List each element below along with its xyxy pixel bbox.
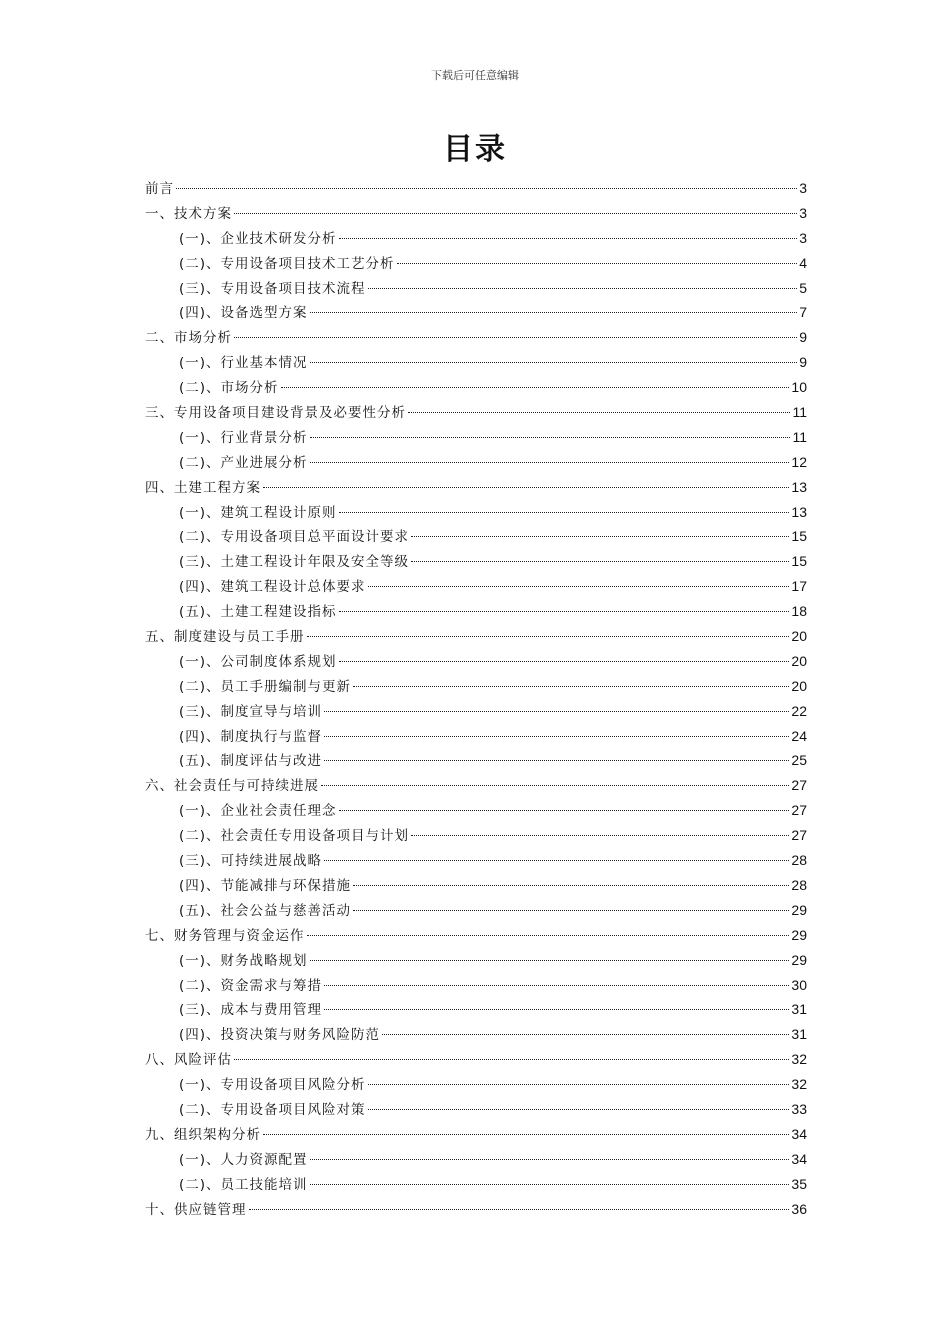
dot-leader [310, 1184, 790, 1185]
toc-entry[interactable] [145, 599, 807, 624]
toc-entry-page: 20 [791, 628, 807, 645]
dot-leader [397, 263, 798, 264]
toc-entry[interactable] [145, 524, 807, 549]
toc-entry[interactable] [145, 923, 807, 948]
dot-leader [411, 561, 789, 562]
toc-entry-page: 24 [791, 727, 807, 744]
toc-entry[interactable] [145, 226, 807, 251]
toc-entry-page: 18 [791, 603, 807, 620]
toc-entry-label: (三)、专用设备项目技术流程 [179, 280, 366, 297]
dot-leader [176, 188, 797, 189]
dot-leader [368, 586, 790, 587]
toc-entry-page: 20 [791, 677, 807, 694]
dot-leader [307, 935, 790, 936]
toc-entry-label: (一)、人力资源配置 [179, 1151, 308, 1168]
toc-entry-label: (四)、设备选型方案 [179, 305, 308, 322]
toc-entry[interactable] [145, 1172, 807, 1197]
dot-leader [368, 1109, 790, 1110]
toc-entry-page: 33 [791, 1100, 807, 1117]
toc-entry-page: 35 [791, 1175, 807, 1192]
toc-entry-page: 13 [791, 478, 807, 495]
dot-leader [324, 760, 789, 761]
toc-entry-label: (二)、专用设备项目总平面设计要求 [179, 529, 410, 546]
toc-entry-page: 27 [791, 827, 807, 844]
toc-entry[interactable] [145, 948, 807, 973]
toc-entry-page: 17 [791, 578, 807, 595]
toc-entry-page: 34 [791, 1150, 807, 1167]
toc-entry-page: 31 [791, 1026, 807, 1043]
toc-entry-page: 36 [791, 1200, 807, 1217]
toc-entry-label: (二)、员工技能培训 [179, 1176, 308, 1193]
toc-entry-page: 29 [791, 951, 807, 968]
toc-entry[interactable] [145, 873, 807, 898]
toc-entry[interactable] [145, 300, 807, 325]
toc-entry[interactable] [145, 201, 807, 226]
dot-leader [382, 1034, 789, 1035]
toc-entry-label: (二)、产业进展分析 [179, 454, 308, 471]
toc-entry-label: (一)、财务战略规划 [179, 952, 308, 969]
toc-entry-label: 八、风险评估 [145, 1052, 232, 1069]
toc-entry-page: 13 [791, 503, 807, 520]
toc-entry-label: (二)、员工手册编制与更新 [179, 678, 352, 695]
toc-entry[interactable] [145, 251, 807, 276]
toc-entry-page: 30 [791, 976, 807, 993]
dot-leader [324, 985, 789, 986]
dot-leader [307, 636, 790, 637]
toc-entry[interactable] [145, 350, 807, 375]
dot-leader [353, 910, 789, 911]
toc-entry-label: 二、市场分析 [145, 330, 232, 347]
dot-leader [281, 387, 790, 388]
toc-entry-page: 9 [799, 329, 807, 346]
toc-entry[interactable] [145, 724, 807, 749]
toc-entry-page: 28 [791, 852, 807, 869]
toc-entry[interactable] [145, 176, 807, 201]
toc-entry-label: (三)、制度宣导与培训 [179, 703, 323, 720]
toc-entry-label: (一)、行业基本情况 [179, 355, 308, 372]
toc-title: 目录 [443, 132, 507, 167]
toc-entry-label: (一)、行业背景分析 [179, 429, 308, 446]
dot-leader [339, 512, 790, 513]
toc-entry-page: 31 [791, 1001, 807, 1018]
toc-entry-page: 3 [799, 204, 807, 221]
toc-entry-label: (四)、投资决策与财务风险防范 [179, 1027, 381, 1044]
toc-entry-label: (二)、市场分析 [179, 380, 279, 397]
dot-leader [234, 337, 797, 338]
toc-entry-label: 九、组织架构分析 [145, 1126, 261, 1143]
toc-entry-label: 三、专用设备项目建设背景及必要性分析 [145, 405, 406, 422]
dot-leader [339, 661, 790, 662]
toc-entry-label: (一)、企业技术研发分析 [179, 230, 337, 247]
dot-leader [324, 1009, 789, 1010]
toc-entry-label: (五)、制度评估与改进 [179, 753, 323, 770]
dot-leader [353, 686, 789, 687]
toc-entry-page: 4 [799, 254, 807, 271]
toc-entry[interactable] [145, 898, 807, 923]
toc-entry[interactable] [145, 549, 807, 574]
toc-entry-page: 3 [799, 229, 807, 246]
toc-entry-label: (一)、公司制度体系规划 [179, 653, 337, 670]
toc-entry[interactable] [145, 276, 807, 301]
toc-entry-label: (五)、社会公益与慈善活动 [179, 902, 352, 919]
toc-entry-label: 六、社会责任与可持续进展 [145, 778, 319, 795]
toc-entry-page: 10 [791, 379, 807, 396]
toc-entry-page: 5 [799, 279, 807, 296]
dot-leader [263, 1134, 789, 1135]
dot-leader [324, 736, 789, 737]
dot-leader [324, 711, 789, 712]
toc-entry-label: (四)、建筑工程设计总体要求 [179, 579, 366, 596]
toc-entry-label: 七、财务管理与资金运作 [145, 927, 305, 944]
toc-entry[interactable] [145, 773, 807, 798]
toc-entry[interactable] [145, 1022, 807, 1047]
toc-entry[interactable] [145, 400, 807, 425]
toc-entry-page: 25 [791, 752, 807, 769]
dot-leader [339, 611, 790, 612]
toc-entry[interactable] [145, 325, 807, 350]
toc-entry-label: (二)、资金需求与筹措 [179, 977, 323, 994]
dot-leader [310, 462, 790, 463]
toc-entry-page: 27 [791, 777, 807, 794]
toc-entry-label: (一)、企业社会责任理念 [179, 803, 337, 820]
toc-entry[interactable] [145, 624, 807, 649]
dot-leader [321, 785, 789, 786]
toc-entry[interactable] [145, 848, 807, 873]
toc-entry-label: 前言 [145, 181, 174, 197]
toc-entry-page: 3 [799, 180, 807, 196]
toc-entry[interactable] [145, 674, 807, 699]
toc-entry-page: 11 [792, 404, 807, 421]
toc-entry-label: 一、技术方案 [145, 205, 232, 222]
toc-entry-label: (一)、建筑工程设计原则 [179, 504, 337, 521]
dot-leader [310, 960, 790, 961]
toc-entry[interactable] [145, 1147, 807, 1172]
toc-entry-label: 四、土建工程方案 [145, 479, 261, 496]
toc-entry-label: 五、制度建设与员工手册 [145, 629, 305, 646]
toc-entry-label: (三)、可持续进展战略 [179, 853, 323, 870]
header-note: 下载后可任意编辑 [431, 69, 519, 82]
toc-entry-label: (三)、土建工程设计年限及安全等级 [179, 554, 410, 571]
toc-entry-page: 32 [791, 1076, 807, 1093]
toc-entry-label: (四)、节能减排与环保措施 [179, 877, 352, 894]
toc-entry[interactable] [145, 375, 807, 400]
dot-leader [249, 1209, 790, 1210]
dot-leader [310, 312, 798, 313]
toc-entry-page: 15 [791, 528, 807, 545]
toc-entry[interactable] [145, 1072, 807, 1097]
dot-leader [411, 536, 789, 537]
dot-leader [408, 412, 790, 413]
toc-entry[interactable] [145, 748, 807, 773]
toc-entry-label: (二)、专用设备项目技术工艺分析 [179, 255, 395, 272]
toc-entry[interactable] [145, 823, 807, 848]
toc-entry[interactable] [145, 1097, 807, 1122]
table-of-contents [145, 176, 807, 1221]
toc-entry[interactable] [145, 475, 807, 500]
toc-entry[interactable] [145, 450, 807, 475]
toc-entry[interactable] [145, 425, 807, 450]
dot-leader [368, 1084, 790, 1085]
toc-entry-label: 十、供应链管理 [145, 1201, 247, 1218]
toc-entry-label: (四)、制度执行与监督 [179, 728, 323, 745]
toc-entry[interactable] [145, 997, 807, 1022]
toc-entry-page: 12 [791, 453, 807, 470]
toc-entry[interactable] [145, 798, 807, 823]
toc-entry-label: (二)、专用设备项目风险对策 [179, 1101, 366, 1118]
toc-entry-page: 29 [791, 926, 807, 943]
toc-entry[interactable] [145, 500, 807, 525]
toc-entry[interactable] [145, 699, 807, 724]
dot-leader [310, 437, 791, 438]
toc-entry-page: 9 [799, 354, 807, 371]
dot-leader [310, 362, 798, 363]
toc-entry-page: 11 [792, 428, 807, 445]
dot-leader [339, 810, 790, 811]
dot-leader [339, 238, 798, 239]
toc-entry-page: 29 [791, 901, 807, 918]
dot-leader [310, 1159, 790, 1160]
dot-leader [234, 1059, 789, 1060]
toc-entry-page: 22 [791, 702, 807, 719]
dot-leader [353, 885, 789, 886]
dot-leader [324, 860, 789, 861]
toc-entry[interactable] [145, 973, 807, 998]
dot-leader [234, 213, 797, 214]
toc-entry-label: (三)、成本与费用管理 [179, 1002, 323, 1019]
toc-entry-page: 20 [791, 652, 807, 669]
toc-entry-page: 7 [799, 304, 807, 321]
toc-entry-page: 32 [791, 1051, 807, 1068]
toc-entry[interactable] [145, 1122, 807, 1147]
toc-entry[interactable] [145, 574, 807, 599]
toc-entry-page: 15 [791, 553, 807, 570]
toc-entry[interactable] [145, 649, 807, 674]
toc-entry-label: (一)、专用设备项目风险分析 [179, 1077, 366, 1094]
toc-entry-label: (五)、土建工程建设指标 [179, 604, 337, 621]
dot-leader [263, 487, 789, 488]
toc-entry-page: 27 [791, 802, 807, 819]
toc-entry[interactable] [145, 1197, 807, 1222]
toc-entry-page: 28 [791, 876, 807, 893]
dot-leader [411, 835, 789, 836]
dot-leader [368, 288, 798, 289]
toc-entry[interactable] [145, 1047, 807, 1072]
toc-entry-page: 34 [791, 1125, 807, 1142]
toc-entry-label: (二)、社会责任专用设备项目与计划 [179, 828, 410, 845]
